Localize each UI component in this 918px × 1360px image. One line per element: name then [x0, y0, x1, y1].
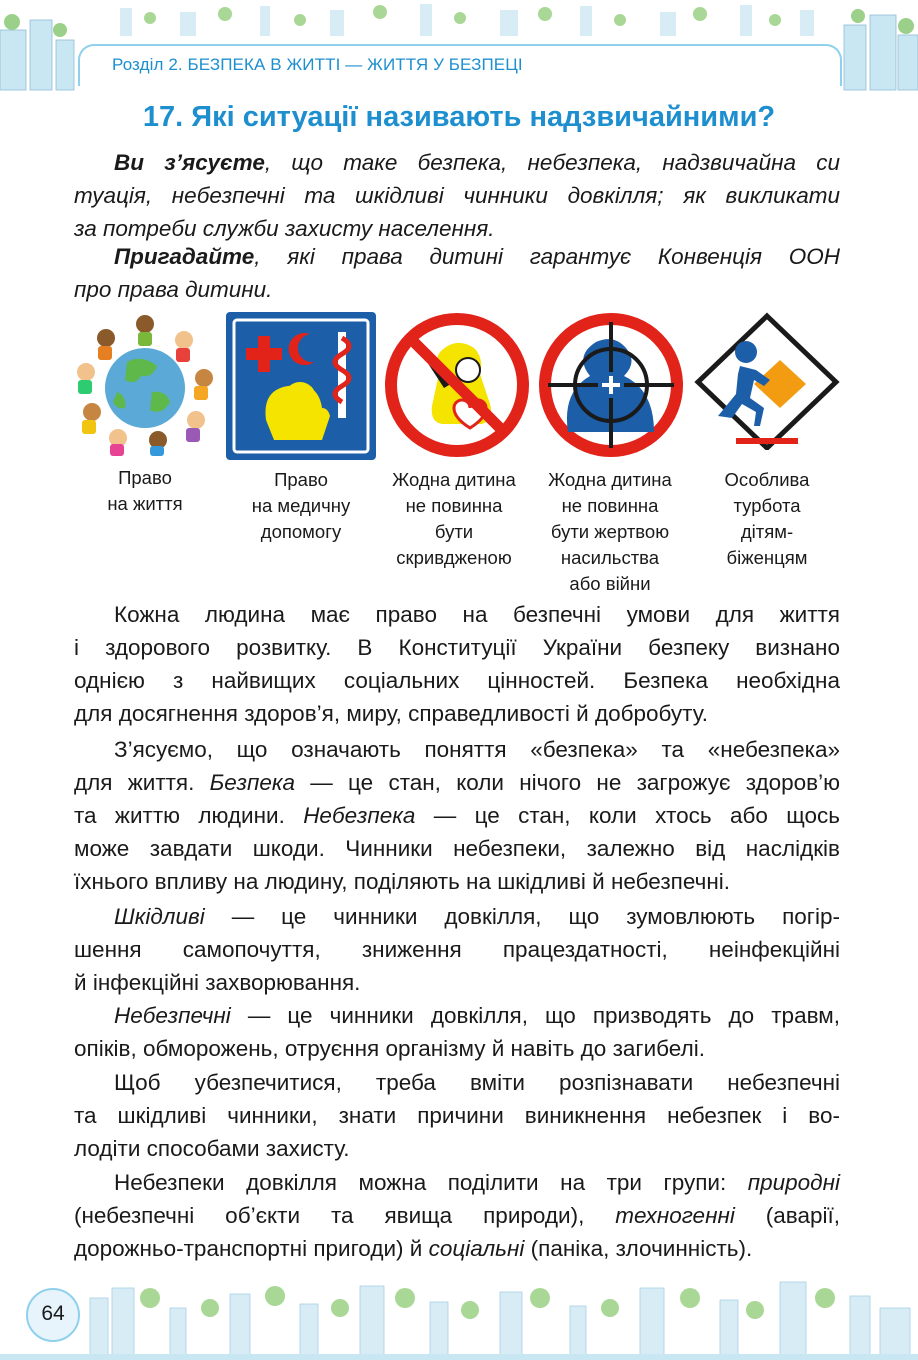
body-text: — це стан, коли нічого не загрожує здоров’ю	[295, 770, 841, 795]
body-line: шення самопочуття, зниження працездатності, неінфекційні	[74, 937, 840, 962]
body-paragraph-3	[74, 900, 840, 999]
medical-help-sign-icon	[226, 312, 376, 460]
body-text: та життю людини.	[74, 803, 304, 828]
caption-line: біженцям	[726, 547, 808, 568]
caption-line: не повинна	[561, 495, 659, 516]
caption-right-to-medical-help	[232, 467, 370, 545]
intro-line: туація, небезпечні та шкідливі чинники довкілля; як викликати	[74, 183, 840, 208]
caption-line: або війни	[569, 573, 651, 594]
body-text: (паніка, злочинність).	[524, 1236, 753, 1261]
term-danger: Небезпека	[303, 803, 416, 828]
caption-line: Особлива	[724, 469, 810, 490]
body-paragraph-2	[74, 733, 840, 898]
caption-line: на життя	[107, 493, 183, 514]
body-text: — це чинники довкілля, що зумовлюють погір-	[204, 904, 840, 929]
caption-refugees	[700, 467, 834, 571]
caption-line: бути жертвою	[550, 521, 670, 542]
body-line: та шкідливі чинники, знати причини виникнення небезпек і во-	[74, 1103, 840, 1128]
children-around-globe-icon	[72, 312, 218, 458]
body-text: — це стан, коли хтось або щось	[415, 803, 840, 828]
caption-line: дітям-	[740, 521, 794, 542]
body-paragraph-5	[74, 1066, 840, 1165]
body-line: З’ясуємо, що означають поняття «безпека» та «небезпека»	[114, 737, 840, 762]
body-line	[74, 1232, 840, 1265]
caption-no-violence	[534, 467, 686, 597]
caption-line: Жодна дитина	[548, 469, 672, 490]
body-line: для досягнення здоров’я, миру, справедливості й добробуту.	[74, 701, 708, 726]
body-line	[74, 1199, 840, 1232]
body-text: — це чинники довкілля, що призводять до травм,	[230, 1003, 840, 1028]
intro-paragraph-1	[74, 146, 840, 245]
body-line: й інфекційні захворювання.	[74, 970, 361, 995]
intro-line	[74, 240, 840, 273]
body-line: Щоб убезпечитися, треба вміти розпізнавати небезпечні	[114, 1070, 840, 1095]
body-paragraph-4	[74, 999, 840, 1065]
term-technogenic: техногенні	[615, 1203, 735, 1228]
term-natural: природні	[747, 1170, 840, 1195]
caption-line: не повинна	[405, 495, 503, 516]
caption-line: насильства	[560, 547, 660, 568]
body-text: Небезпеки довкілля можна поділити на три групи:	[114, 1170, 748, 1195]
term-safety: Безпека	[209, 770, 296, 795]
section-number: Розділ 2.	[112, 55, 183, 74]
caption-line: Жодна дитина	[392, 469, 516, 490]
intro-lead-1: Ви з’ясуєте	[114, 150, 265, 175]
body-line	[74, 799, 840, 832]
body-line: опіків, обморожень, отруєння організму й навіть до загибелі.	[74, 1036, 705, 1061]
body-text: дорожньо-транспортні пригоди) й	[74, 1236, 429, 1261]
body-line	[74, 999, 840, 1032]
intro-paragraph-2	[74, 240, 840, 306]
lesson-title: 17. Які ситуації називають надзвичайними?	[142, 101, 776, 133]
body-line: їхнього впливу на людину, поділяють на шкідливі й небезпечні.	[74, 869, 730, 894]
refugee-child-sign-icon	[694, 312, 840, 450]
intro-text: , що таке безпека, небезпека, надзвичайна си	[264, 150, 840, 175]
caption-line: на медичну	[251, 495, 351, 516]
page-number: 64	[26, 1288, 80, 1342]
body-text: для життя.	[74, 770, 210, 795]
intro-lead-2: Пригадайте	[114, 244, 255, 269]
term-dangerous: Небезпечні	[114, 1003, 231, 1028]
bottom-decorative-cityscape	[0, 1268, 918, 1360]
body-line	[74, 766, 840, 799]
intro-text: , які права дитині гарантує Конвенція ООН	[254, 244, 840, 269]
body-text: (небезпечні об’єкти та явища природи),	[74, 1203, 616, 1228]
body-text: (аварії,	[734, 1203, 840, 1228]
body-line: може завдати шкоди. Чинники небезпеки, залежно від наслідків	[74, 836, 840, 861]
body-line: Кожна людина має право на безпечні умови для життя	[114, 602, 840, 627]
term-harmful: Шкідливі	[114, 904, 205, 929]
section-title: БЕЗПЕКА В ЖИТТІ — ЖИТТЯ У БЕЗПЕЦІ	[187, 55, 523, 74]
body-paragraph-6	[74, 1166, 840, 1265]
caption-line: Право	[274, 469, 328, 490]
body-line	[74, 900, 840, 933]
caption-line: скривдженою	[396, 547, 512, 568]
body-paragraph-1	[74, 598, 840, 730]
term-social: соціальні	[428, 1236, 525, 1261]
caption-no-harm	[378, 467, 530, 571]
intro-line	[74, 146, 840, 179]
body-line: і здорового розвитку. В Конституції України безпеку визнано	[74, 635, 840, 660]
intro-line: за потреби служби захисту населення.	[74, 216, 495, 241]
body-line	[74, 1166, 840, 1199]
section-header	[112, 55, 523, 75]
caption-right-to-life	[92, 465, 198, 517]
intro-line: про права дитини.	[74, 277, 273, 302]
no-violence-crosshair-sign-icon	[538, 312, 684, 458]
caption-line: турбота	[733, 495, 801, 516]
body-line: однією з найвищих соціальних цінностей. Безпека необхідна	[74, 668, 840, 693]
caption-line: Право	[118, 467, 172, 488]
caption-line: допомогу	[260, 521, 342, 542]
body-line: лодіти способами захисту.	[74, 1136, 350, 1161]
no-harm-child-sign-icon	[384, 312, 530, 458]
caption-line: бути	[434, 521, 474, 542]
